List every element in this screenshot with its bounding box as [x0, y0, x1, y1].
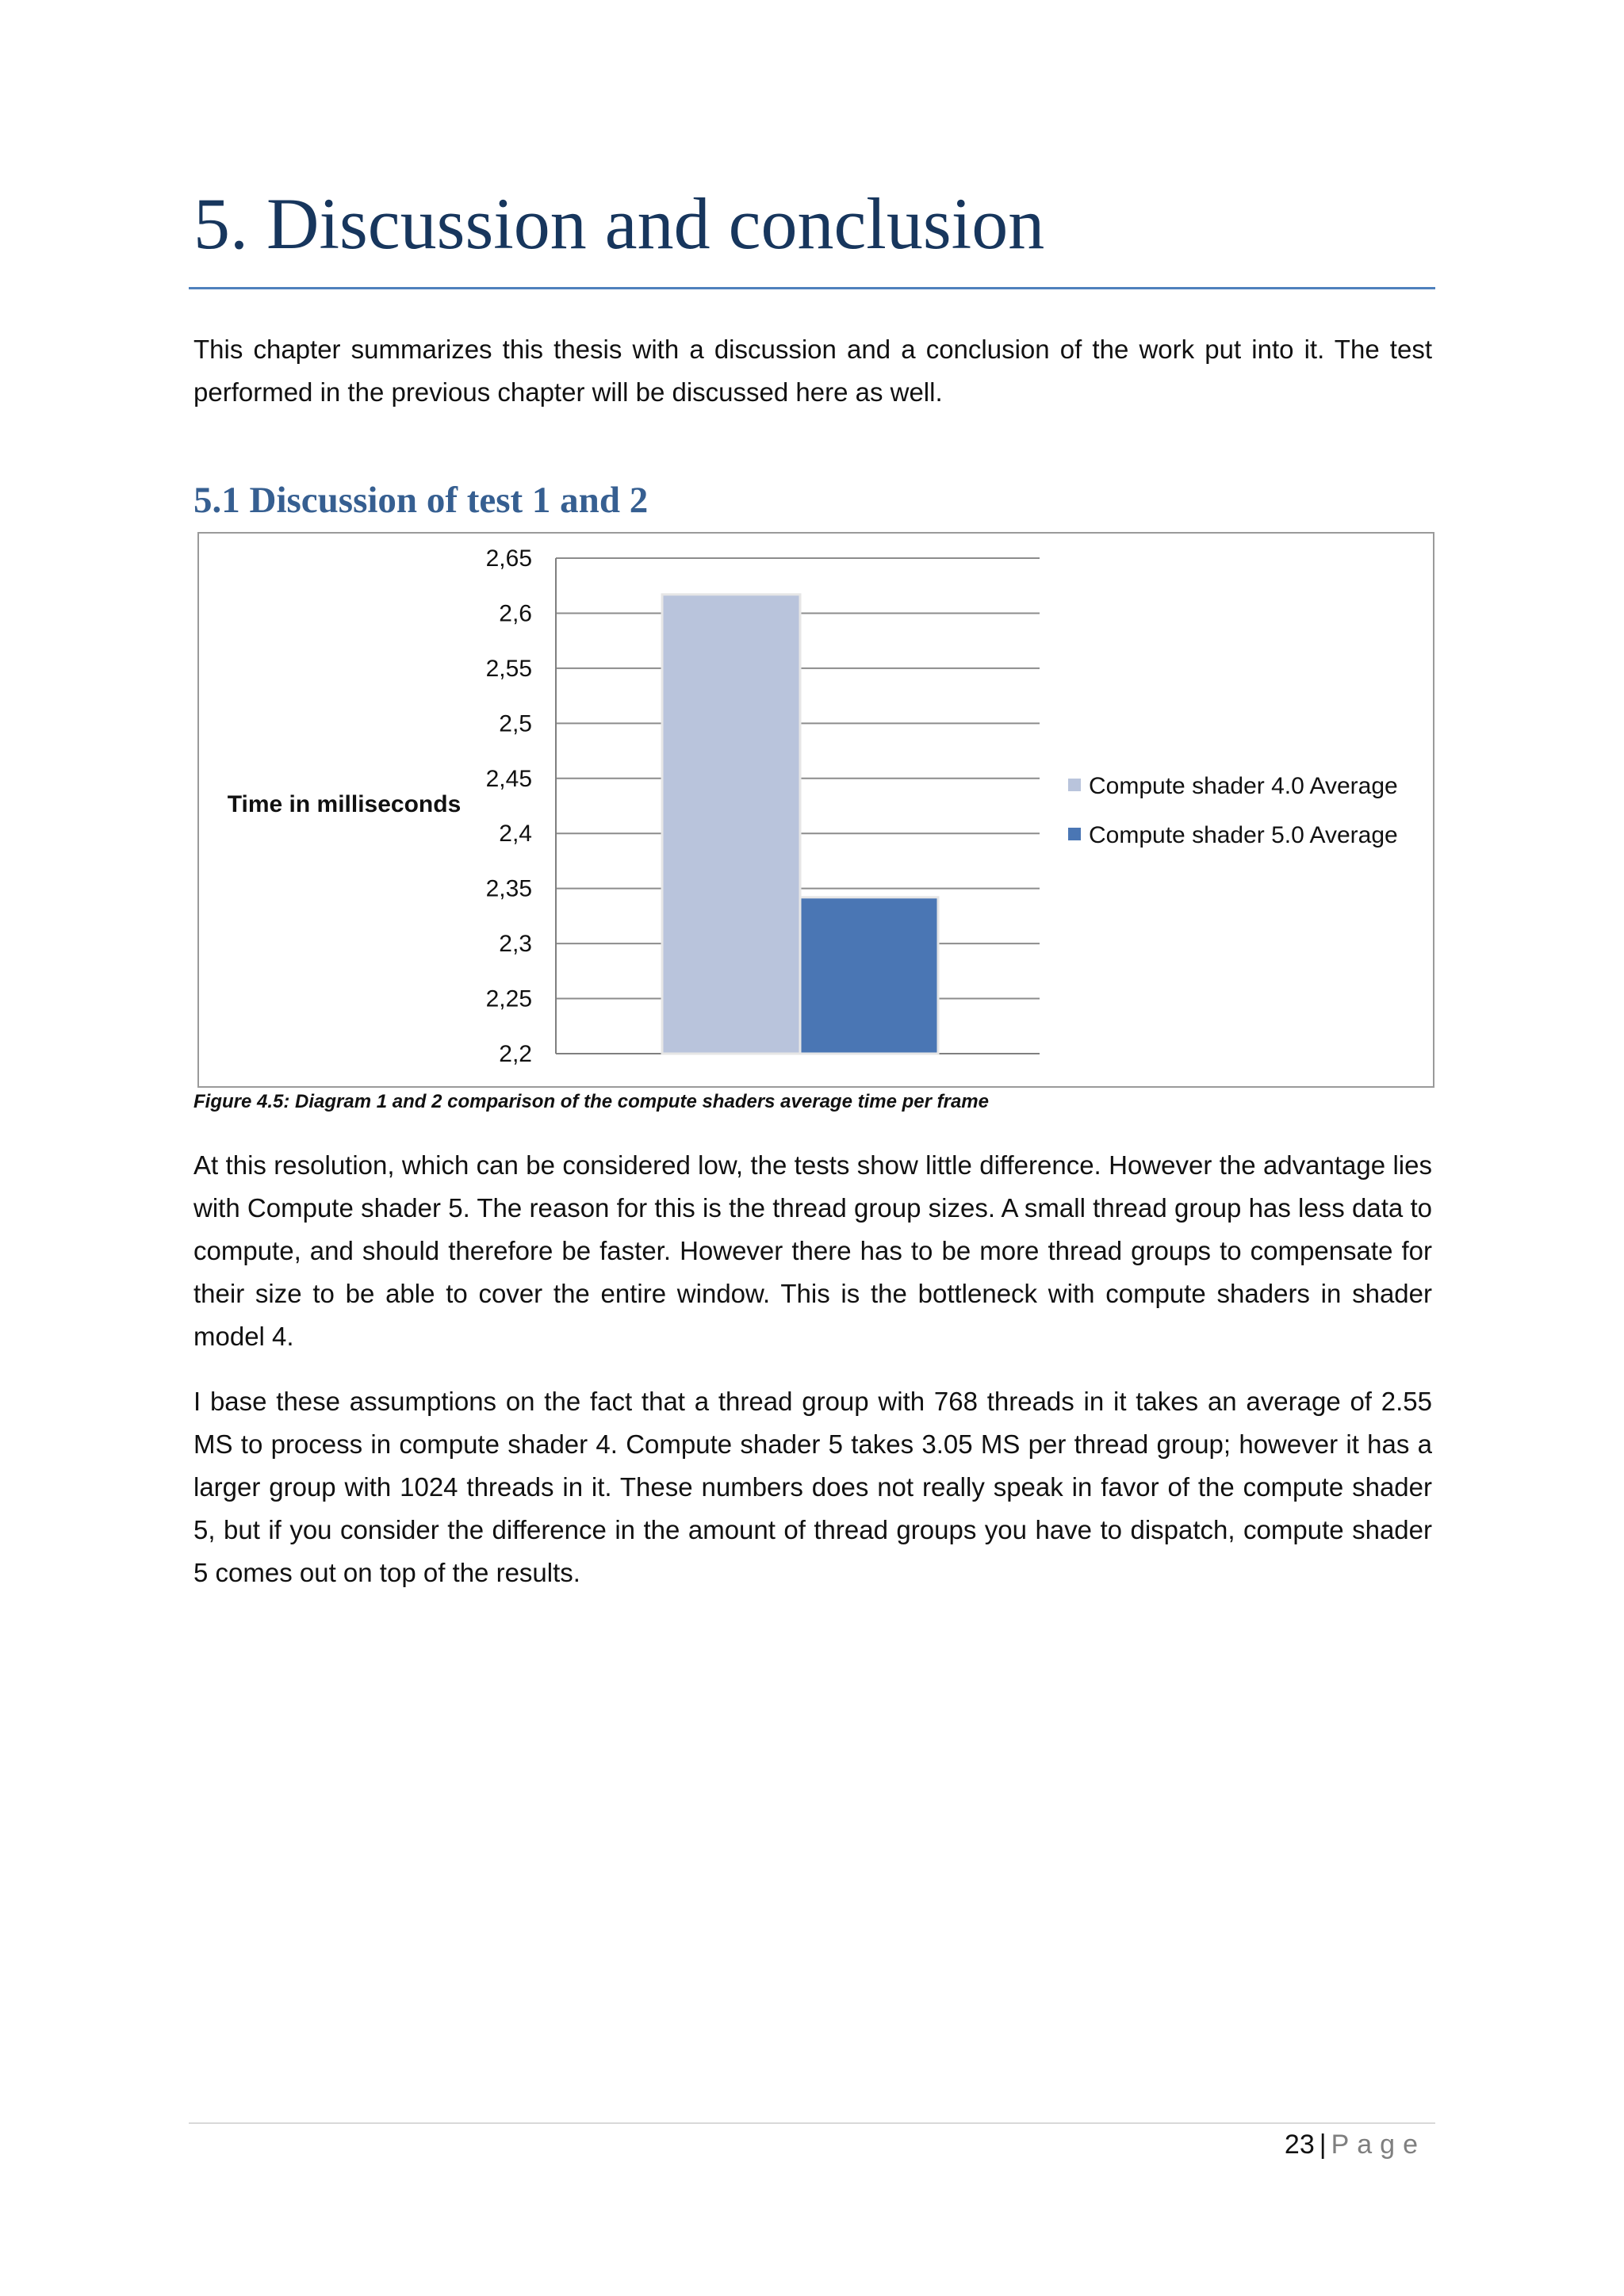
section-title: 5.1 Discussion of test 1 and 2: [193, 480, 649, 521]
legend-label: Compute shader 5.0 Average: [1089, 822, 1398, 848]
paragraph-1: At this resolution, which can be considered low, the tests show little difference. However the advantage lies with Compute shader 5. The reason for this is the thread group sizes. A small thread group has less data to compute, and should therefore be faster. However there has to be more thread groups to compensate for their size to be able to cover the entire window. This is the bottleneck with compute shaders in shader model 4.: [193, 1150, 1432, 1351]
page-number: 23: [1284, 2130, 1315, 2160]
y-tick-label: 2,4: [499, 821, 532, 848]
y-tick-label: 2,5: [499, 710, 532, 737]
y-axis-label: Time in milliseconds: [227, 791, 462, 817]
legend-swatch: [1068, 779, 1081, 791]
page-word: Page: [1331, 2130, 1426, 2160]
y-tick-label: 2,55: [485, 655, 532, 682]
y-tick-label: 2,65: [485, 545, 532, 572]
chapter-title: 5. Discussion and conclusion: [193, 183, 1045, 264]
footer-separator: |: [1319, 2130, 1327, 2160]
paragraph-2: I base these assumptions on the fact that a thread group with 768 threads in it takes an average of 2.55 MS to process in compute shader 4. Compute shader 5 takes 3.05 MS per thread group; however it has a larger group with 1024 threads in it. These numbers does not really speak in favor of the compute shader 5, but if you consider the difference in the amount of thread groups you have to dispatch, compute shader 5 comes out on top of the results.: [193, 1387, 1432, 1587]
y-tick-label: 2,25: [485, 985, 532, 1012]
intro-paragraph: This chapter summarizes this thesis with a discussion and a conclusion of the work put into it. The test performed in the previous chapter will be discussed here as well.: [193, 335, 1432, 407]
page-footer: [1285, 2130, 1426, 2160]
title-rule: [189, 287, 1435, 289]
y-tick-label: 2,35: [485, 875, 532, 902]
bar-cs4: [662, 595, 800, 1054]
y-tick-label: 2,2: [499, 1041, 532, 1067]
figure-caption: Figure 4.5: Diagram 1 and 2 comparison of the compute shaders average time per frame: [193, 1091, 989, 1112]
legend-swatch: [1068, 828, 1081, 840]
bar-cs5: [800, 897, 938, 1054]
y-tick-label: 2,6: [499, 600, 532, 627]
y-tick-label: 2,3: [499, 931, 532, 958]
bar-chart: [199, 534, 1433, 1086]
y-tick-label: 2,45: [485, 765, 532, 792]
legend-label: Compute shader 4.0 Average: [1089, 773, 1398, 799]
footer-rule: [189, 2122, 1435, 2124]
chart-frame: [197, 532, 1434, 1088]
